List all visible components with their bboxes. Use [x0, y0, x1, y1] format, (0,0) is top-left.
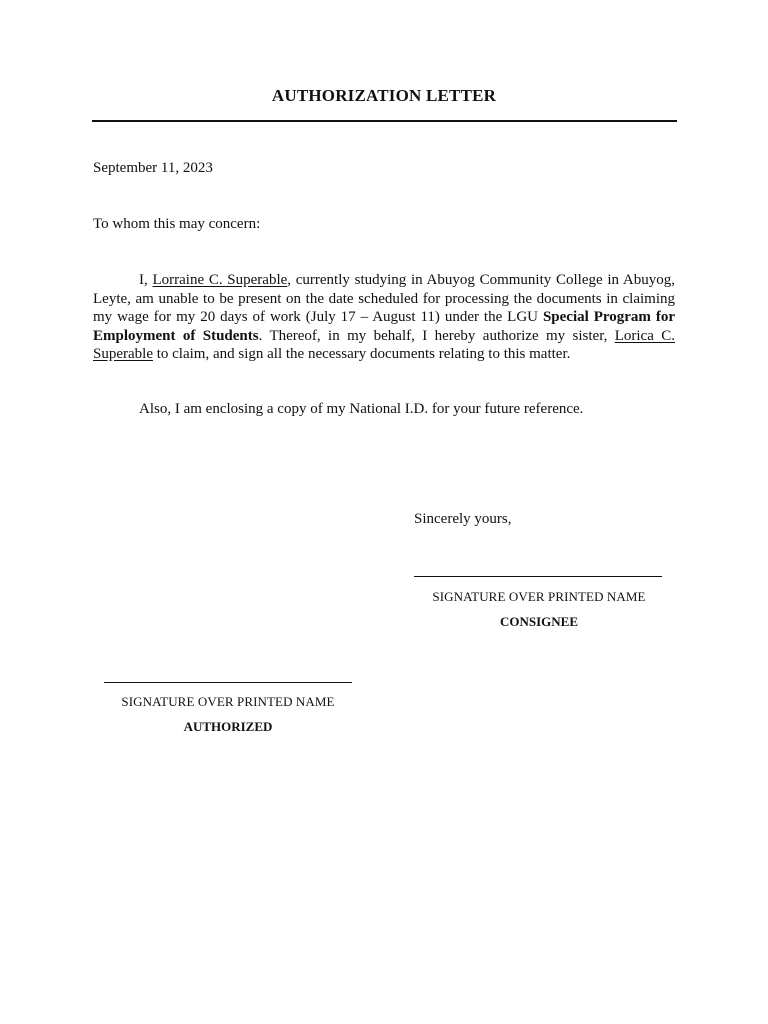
- signature-role: CONSIGNEE: [499, 614, 579, 629]
- title-divider: [92, 120, 677, 122]
- body-paragraph-2: Also, I am enclosing a copy of my National I.D. for your future reference.: [139, 401, 584, 417]
- paragraph-text: to claim, and sign all the necessary documents relating to this matter.: [152, 346, 571, 362]
- author-name: Lorraine C. Superable: [152, 272, 288, 288]
- paragraph-text: , currently studying in Abuyog Community College in Abuyog, Leyte, am unable to be present on the date scheduled for processing the documents in claiming my wage for my 20 days of work (July 17 – August 11) under the LGU: [93, 272, 675, 325]
- paragraph-text: . Thereof, in my behalf, I hereby authorize my sister,: [258, 327, 615, 344]
- salutation: To whom this may concern:: [93, 216, 261, 232]
- authorized-name: Lorica C. Superable: [93, 327, 675, 362]
- signature-role: AUTHORIZED: [183, 719, 273, 734]
- paragraph-text: I,: [139, 272, 153, 288]
- body-paragraph-1: [93, 271, 675, 364]
- signature-caption: SIGNATURE OVER PRINTED NAME: [432, 589, 646, 604]
- signature-line: [414, 576, 662, 577]
- letter-title: AUTHORIZATION LETTER: [271, 86, 497, 105]
- closing: Sincerely yours,: [414, 511, 512, 527]
- signature-caption: SIGNATURE OVER PRINTED NAME: [121, 694, 335, 709]
- signature-line: [104, 682, 352, 683]
- program-name: Special Program for Employment of Students: [93, 309, 675, 344]
- letter-date: September 11, 2023: [93, 160, 213, 176]
